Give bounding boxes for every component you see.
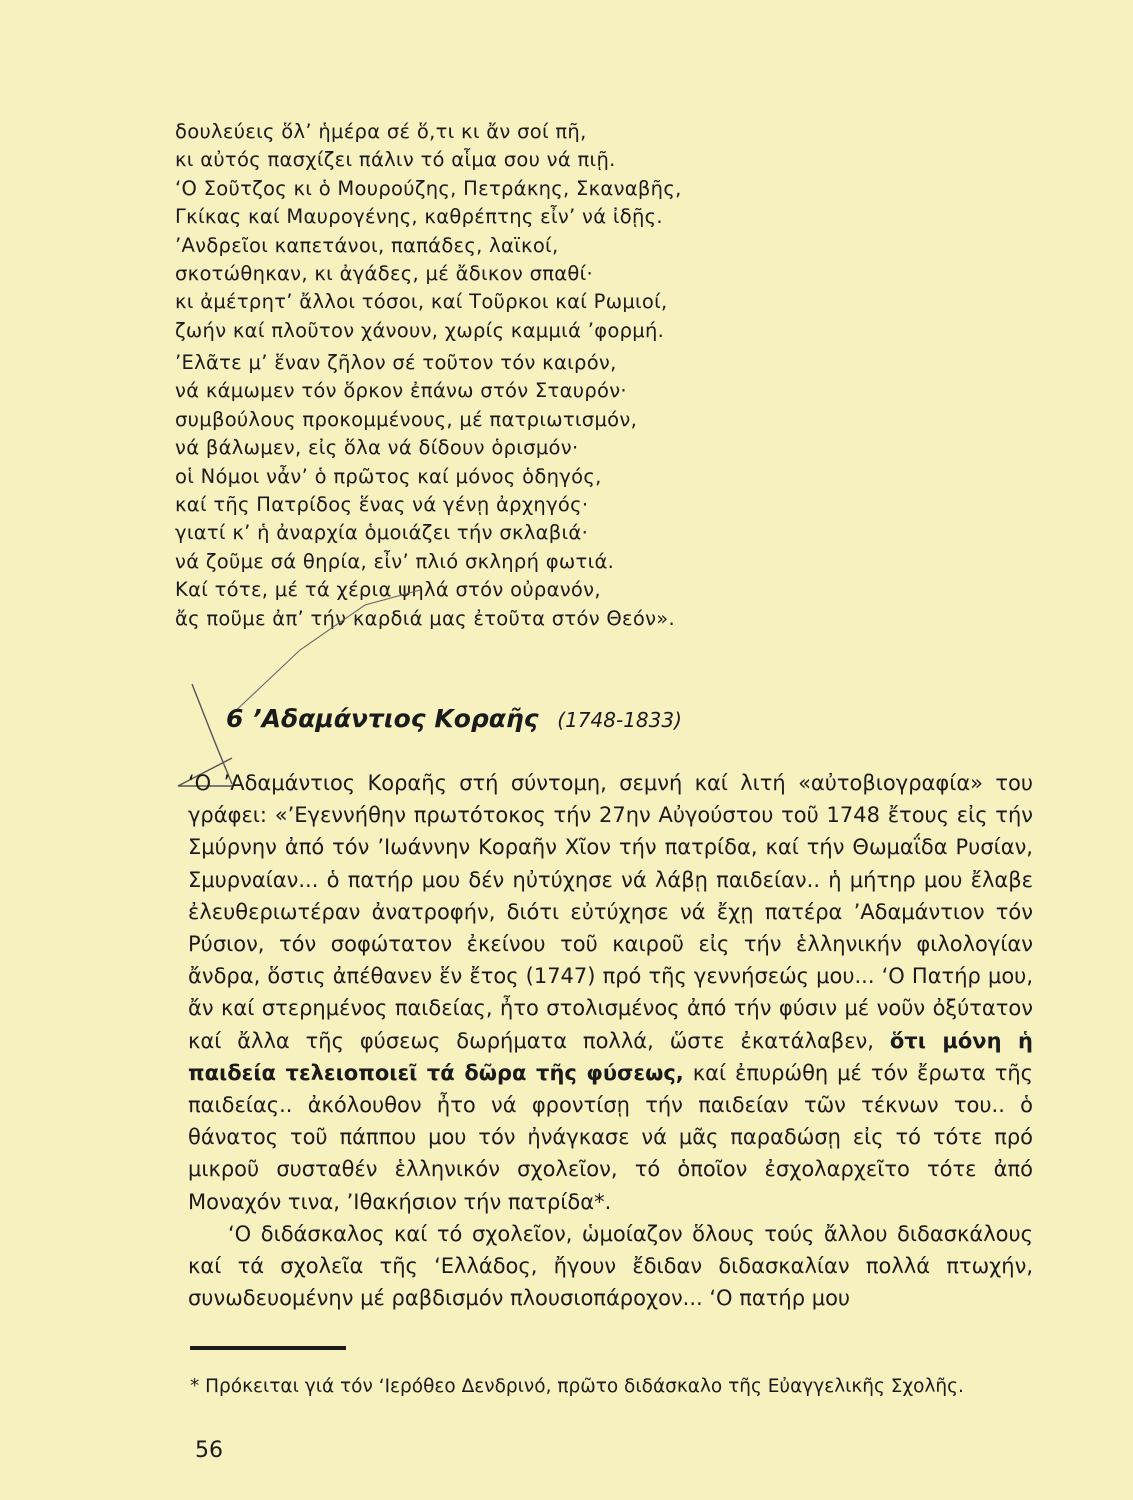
verse-line: καί τῆς Πατρίδος ἕνας νά γένῃ ἀρχηγός· <box>175 493 589 517</box>
footnote-divider <box>190 1346 346 1350</box>
verse-line: ἄς ποῦμε ἀπ’ τήν καρδιά μας ἐτοῦτα στόν Θεόν». <box>175 606 676 630</box>
section-years: (1748-1833) <box>557 708 682 732</box>
page-number: 56 <box>195 1438 223 1463</box>
verse-line: ‘Ο Σοῦτζος κι ὁ Μουρούζης, Πετράκης, Σκαναβῆς, <box>175 176 682 200</box>
verse-line: ’Ανδρεῖοι καπετάνοι, παπάδες, λαϊκοί, <box>175 233 559 257</box>
bold-quote: ὅτι μόνη ἡ παιδεία τελειοποιεῖ τά δῶρα τῆς φύσεως, <box>188 1028 1034 1085</box>
verse-line: σκοτώθηκαν, κι ἀγάδες, μέ ἄδικον σπαθί· <box>175 262 594 286</box>
verse-line: ζωήν καί πλοῦτον χάνουν, χωρίς καμμιά ’φορμή. <box>175 318 665 342</box>
section-number: 6 <box>226 704 244 733</box>
section-name: ’Αδαμάντιος Κοραῆς <box>252 704 539 733</box>
body-text <box>188 767 1033 1314</box>
paragraph-1 <box>188 767 1033 1218</box>
paragraph-1-text-cont: καί ἐπυρώθη μέ τόν ἔρωτα τῆς παιδείας.. ἀκόλουθον ἦτο νά φροντίσῃ τήν παιδείαν τῶν τέκνων του.. ὁ θάνατος τοῦ πάππου μου τόν ἠνάγκασε νά μᾶς παραδώσῃ εἰς τό τότε πρό μικροῦ συσταθέν ἑλληνικόν σχολεῖον, τό ὁποῖον ἐσχολαρχεῖτο τότε ἀπό Μοναχόν τινα, ’Ιθακήσιον τήν πατρίδα*. <box>188 1060 1034 1214</box>
verse-line: συμβούλους προκομμένους, μέ πατριωτισμόν, <box>175 407 638 431</box>
paragraph-2: ‘Ο διδάσκαλος καί τό σχολεῖον, ὡμοίαζον ὅλους τούς ἄλλου διδασκάλους καί τά σχολεῖα τῆς ‘Ελλάδος, ἤγουν ἔδιδαν διδασκαλίαν πολλά πτωχήν, συνωδευομένην μέ ραβδισμόν πλουσιοπάροχον... ‘Ο πατήρ μου <box>188 1221 1033 1311</box>
verse-line: γιατί κ’ ἡ ἀναρχία ὁμοιάζει τήν σκλαβιά· <box>175 521 589 545</box>
verse-line: νά βάλωμεν, εἰς ὅλα νά δίδουν ὁρισμόν· <box>175 436 579 460</box>
footnote: * Πρόκειται γιά τόν ‘Ιερόθεο Δενδρινό, πρῶτο διδάσκαλο τῆς Εὐαγγελικῆς Σχολῆς. <box>190 1376 964 1397</box>
paragraph-1-text: ‘Ο ’Αδαμάντιος Κοραῆς στή σύντομη, σεμνή καί λιτή «αὐτοβιογραφία» του γράφει: «’Εγεννήθην πρωτότοκος τήν 27ην Αὐγούστου τοῦ 1748 ἔτους εἰς τήν Σμύρνην ἀπό τόν ’Ιωάννην Κοραῆν Χῖον τήν πατρίδα, καί τήν Θωμαΐδα Ρυσίαν, Σμυρναίαν... ὁ πατήρ μου δέν ηὐτύχησε νά λάβῃ παιδείαν.. ἡ μήτηρ μου ἔλαβε ἐλευθεριωτέραν ἀνατροφήν, διότι εὐτύχησε νά ἔχῃ πατέρα ’Αδαμάντιον τόν Ρύσιον, τόν σοφώτατον ἐκείνου τοῦ καιροῦ εἰς τήν ἑλληνικήν φιλολογίαν ἄνδρα, ὅστις ἀπέθανεν ἕν ἔτος (1747) πρό τῆς γεννήσεώς μου... ‘Ο Πατήρ μου, ἄν καί στερημένος παιδείας, ἦτο στολισμένος ἀπό τήν φύσιν μέ νοῦν ὀξύτατον καί ἄλλα τῆς φύσεως δωρήματα πολλά, ὥστε ἐκατάλαβεν, <box>188 771 1033 1053</box>
section-heading <box>226 704 682 733</box>
poem-stanza-1 <box>175 118 775 345</box>
verse-line: Καί τότε, μέ τά χέρια ψηλά στόν οὐρανόν, <box>175 578 601 602</box>
verse-line: νά ζοῦμε σά θηρία, εἶν’ πλιό σκληρή φωτιά. <box>175 549 615 573</box>
verse-line: κι ἀμέτρητ’ ἄλλοι τόσοι, καί Τοῦρκοι καί Ρωμιοί, <box>175 290 668 314</box>
verse-line: οἱ Νόμοι νἆν’ ὁ πρῶτος καί μόνος ὁδηγός, <box>175 464 602 488</box>
verse-line: νά κάμωμεν τόν ὅρκον ἐπάνω στόν Σταυρόν· <box>175 379 627 403</box>
verse-line: κι αὐτός πασχίζει πάλιν τό αἷμα σου νά πιῇ. <box>175 148 616 172</box>
poem-stanza-2 <box>175 349 775 633</box>
verse-line: Γκίκας καί Μαυρογένης, καθρέπτης εἶν’ νά ἰδῇς. <box>175 205 663 229</box>
verse-line: ’Ελᾶτε μ’ ἕναν ζῆλον σέ τοῦτον τόν καιρόν, <box>175 351 617 374</box>
verse-line: δουλεύεις ὅλ’ ἡμέρα σέ ὅ,τι κι ἄν σοί πῆ, <box>175 120 587 143</box>
